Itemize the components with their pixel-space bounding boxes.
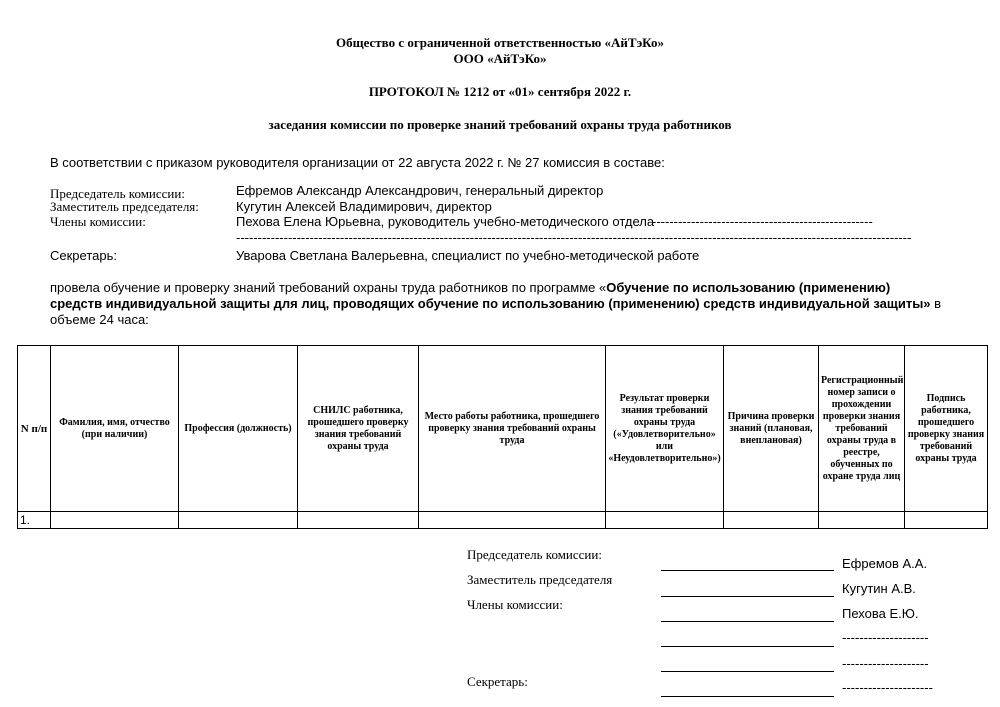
sig-chair-name: Ефремов А.А. xyxy=(842,556,928,571)
row-snils-cell[interactable] xyxy=(298,512,419,529)
table-header-row xyxy=(18,346,988,512)
members-value: Пехова Елена Юрьевна, руководитель учебно-методического отдела xyxy=(236,214,655,229)
deputy-label: Заместитель председателя: xyxy=(50,199,199,214)
protocol-title: ПРОТОКОЛ № 1212 от «01» сентября 2022 г. xyxy=(368,84,632,99)
program-title-part1: Обучение по использованию (применению) xyxy=(606,280,891,295)
members-label: Члены комиссии: xyxy=(50,214,146,229)
program-paragraph xyxy=(50,280,950,328)
protocol-table xyxy=(17,345,988,529)
program-title-part2: средств индивидуальной защиты для лиц, проводящих обучение по использованию (применению) средств индивидуальной защиты» xyxy=(50,296,931,311)
header-profession: Профессия (должность) xyxy=(179,346,298,512)
sig-secretary-label: Секретарь: xyxy=(467,674,528,689)
program-hours: объеме 24 часа: xyxy=(50,312,149,327)
sig-member3-name: -------------------- xyxy=(842,656,929,671)
secretary-label: Секретарь: xyxy=(50,248,117,263)
row-result-cell[interactable] xyxy=(606,512,724,529)
header-signature: Подпись работника, прошедшего проверку знания требований охраны труда xyxy=(905,346,988,512)
header-snils: СНИЛС работника, прошедшего проверку знания требований охраны труда xyxy=(298,346,419,512)
row-workplace-cell[interactable] xyxy=(419,512,606,529)
row-profession-cell[interactable] xyxy=(179,512,298,529)
table-row xyxy=(18,512,988,529)
sig-secretary-name: --------------------- xyxy=(842,680,933,695)
sig-members-label: Члены комиссии: xyxy=(467,597,563,612)
sig-secretary-line xyxy=(661,696,834,697)
org-full-name: Общество с ограниченной ответственностью «АйТэКо» xyxy=(336,35,664,50)
program-tail: в xyxy=(930,296,942,311)
org-short-name: ООО «АйТэКо» xyxy=(453,51,547,66)
header-registration-number: Регистрационный номер записи о прохождении проверки знания требований охраны труда в реестре, обученных по охране труда лиц xyxy=(819,346,905,512)
header-workplace: Место работы работника, прошедшего проверку знания требований охраны труда xyxy=(419,346,606,512)
sig-chair-line xyxy=(661,570,834,571)
chair-value: Ефремов Александр Александрович, генеральный директор xyxy=(236,183,604,198)
sig-chair-label: Председатель комиссии: xyxy=(467,547,602,562)
sig-member3-line xyxy=(661,671,834,672)
sig-member2-name: -------------------- xyxy=(842,630,929,645)
row-signature-cell[interactable] xyxy=(905,512,988,529)
sig-member2-line xyxy=(661,646,834,647)
intro-text: В соответствии с приказом руководителя организации от 22 августа 2022 г. № 27 комиссия в составе: xyxy=(50,155,665,170)
sig-member1-name: Пехова Е.Ю. xyxy=(842,606,919,621)
sig-deputy-label: Заместитель председателя xyxy=(467,572,613,587)
header-reason: Причина проверки знаний (плановая, внеплановая) xyxy=(724,346,819,512)
secretary-value: Уварова Светлана Валерьевна, специалист по учебно-методической работе xyxy=(236,248,700,263)
program-intro: провела обучение и проверку знаний требований охраны труда работников по программе « xyxy=(50,280,607,295)
row-full-name-cell[interactable] xyxy=(51,512,179,529)
members-dashes-1: --------------------------------------------------- xyxy=(652,214,873,229)
row-reason-cell[interactable] xyxy=(724,512,819,529)
row-number-cell: 1. xyxy=(18,512,51,529)
deputy-value: Кугутин Алексей Владимирович, директор xyxy=(236,199,492,214)
header-number: N п/п xyxy=(18,346,51,512)
row-registration-cell[interactable] xyxy=(819,512,905,529)
protocol-subject: заседания комиссии по проверке знаний требований охраны труда работников xyxy=(268,117,732,132)
sig-deputy-line xyxy=(661,596,834,597)
sig-member1-line xyxy=(661,621,834,622)
header-result: Результат проверки знания требований охраны труда («Удовлетворительно» или «Неудовлетворительно») xyxy=(606,346,724,512)
chair-label: Председатель комиссии: xyxy=(50,186,185,201)
sig-deputy-name: Кугутин А.В. xyxy=(842,581,916,596)
header-full-name: Фамилия, имя, отчество (при наличии) xyxy=(51,346,179,512)
members-dashes-2: ------------------------------------------------------------------------------------------------------------------------------------------------------------ xyxy=(236,230,911,245)
